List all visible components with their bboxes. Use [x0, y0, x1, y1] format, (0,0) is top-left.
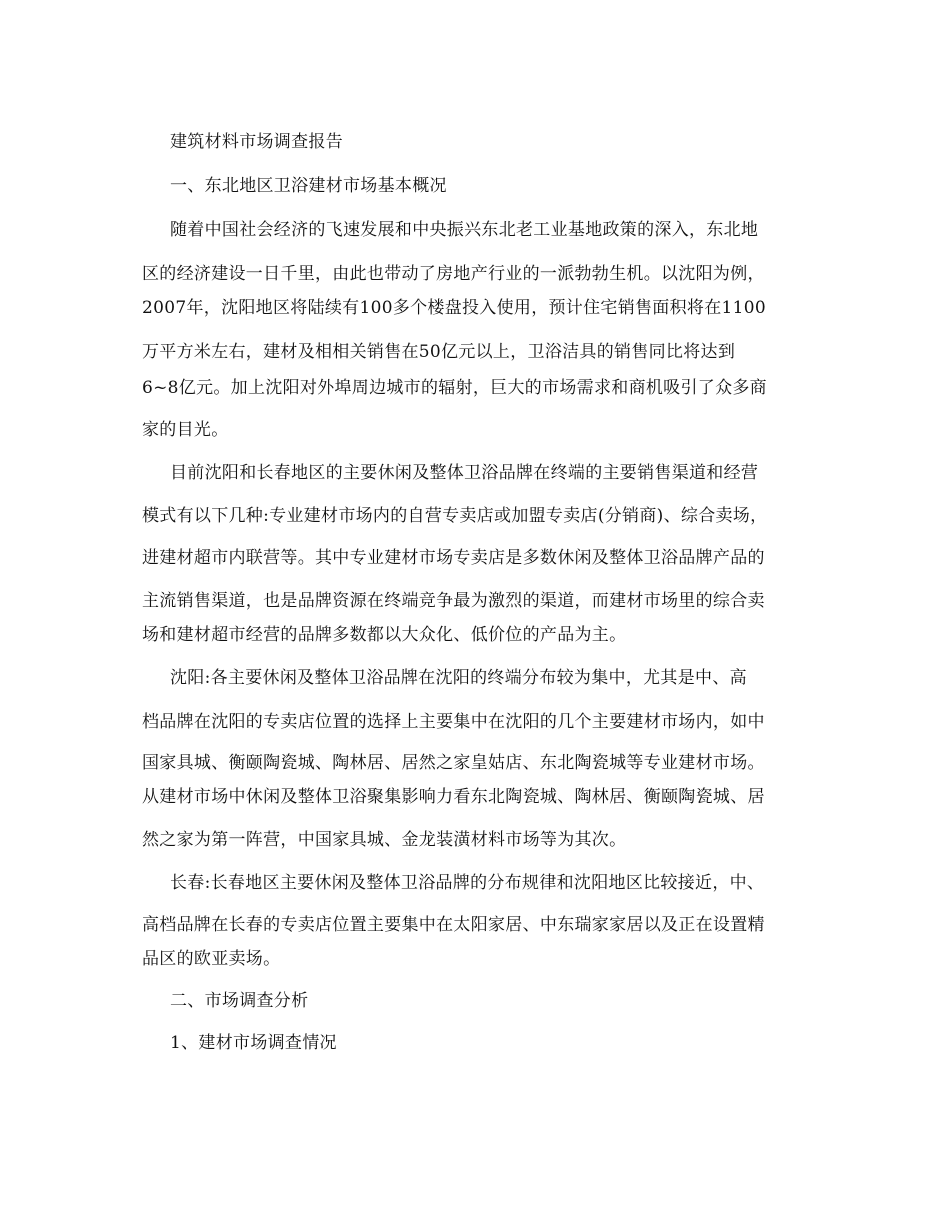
- section-2-heading: 二、市场调查分析: [170, 991, 309, 1011]
- paragraph-2-line-4: 主流销售渠道，也是品牌资源在终端竞争最为激烈的渠道，而建材市场里的综合卖: [142, 591, 765, 611]
- paragraph-2-line-1: 目前沈阳和长春地区的主要休闲及整体卫浴品牌在终端的主要销售渠道和经营: [170, 463, 759, 483]
- section-1-heading: 一、东北地区卫浴建材市场基本概况: [170, 176, 447, 196]
- paragraph-3-line-4: 从建材市场中休闲及整体卫浴聚集影响力看东北陶瓷城、陶林居、衡颐陶瓷城、居: [142, 787, 765, 807]
- paragraph-4-line-2: 高档品牌在长春的专卖店位置主要集中在太阳家居、中东瑞家家居以及正在设置精: [142, 915, 765, 935]
- paragraph-4-line-1: 长春:长春地区主要休闲及整体卫浴品牌的分布规律和沈阳地区比较接近，中、: [170, 873, 765, 893]
- paragraph-1-line-2: 区的经济建设一日千里，由此也带动了房地产行业的一派勃勃生机。以沈阳为例，: [142, 264, 765, 284]
- paragraph-1-line-5: 6~8亿元。加上沈阳对外埠周边城市的辐射，巨大的市场需求和商机吸引了众多商: [142, 378, 767, 398]
- document-title: 建筑材料市场调查报告: [170, 132, 343, 152]
- paragraph-3-line-5: 然之家为第一阵营，中国家具城、金龙装潢材料市场等为其次。: [142, 830, 627, 850]
- paragraph-3-line-2: 档品牌在沈阳的专卖店位置的选择上主要集中在沈阳的几个主要建材市场内，如中: [142, 712, 765, 732]
- paragraph-1-line-3: 2007年，沈阳地区将陆续有100多个楼盘投入使用，预计住宅销售面积将在1100: [142, 298, 766, 318]
- paragraph-2-line-3: 进建材超市内联营等。其中专业建材市场专卖店是多数休闲及整体卫浴品牌产品的: [142, 548, 765, 568]
- paragraph-1-line-4: 万平方米左右，建材及相相关销售在50亿元以上，卫浴洁具的销售同比将达到: [142, 342, 736, 362]
- paragraph-4-line-3: 品区的欧亚卖场。: [142, 949, 281, 969]
- subsection-1-heading: 1、建材市场调查情况: [170, 1033, 337, 1053]
- paragraph-2-line-2: 模式有以下几种:专业建材市场内的自营专卖店或加盟专卖店(分销商)、综合卖场，: [142, 506, 768, 526]
- paragraph-3-line-1: 沈阳:各主要休闲及整体卫浴品牌在沈阳的终端分布较为集中，尤其是中、高: [170, 668, 747, 688]
- paragraph-3-line-3: 国家具城、衡颐陶瓷城、陶林居、居然之家皇姑店、东北陶瓷城等专业建材市场。: [142, 753, 765, 773]
- paragraph-1-line-1: 随着中国社会经济的飞速发展和中央振兴东北老工业基地政策的深入，东北地: [170, 220, 759, 240]
- paragraph-2-line-5: 场和建材超市经营的品牌多数都以大众化、低价位的产品为主。: [142, 625, 627, 645]
- paragraph-1-line-6: 家的目光。: [142, 420, 229, 440]
